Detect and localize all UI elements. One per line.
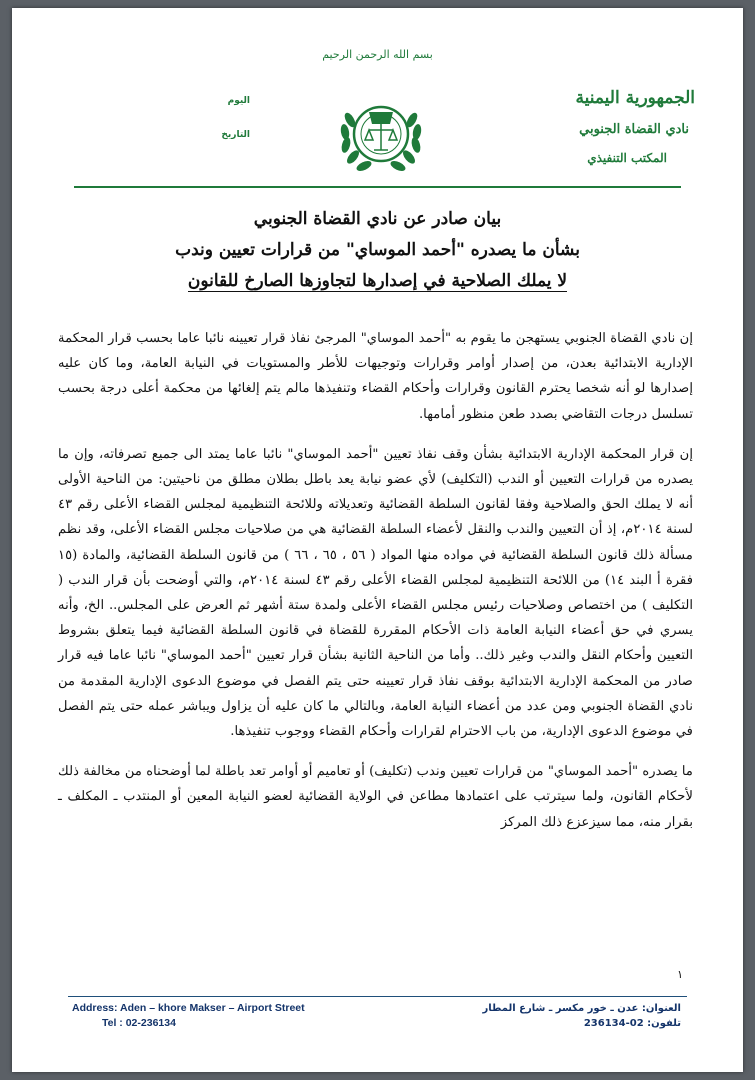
office-name: المكتب التنفيذي <box>587 151 667 165</box>
letterhead-right <box>505 88 695 165</box>
footer-english <box>72 1001 305 1031</box>
footer-divider <box>68 996 687 997</box>
letterhead-left <box>170 96 250 164</box>
date-label: التاريخ <box>221 130 250 140</box>
club-emblem-logo <box>336 90 426 180</box>
title-line-1: بيان صادر عن نادي القضاة الجنوبي <box>253 209 502 229</box>
footer-address-en: Address: Aden – khore Makser – Airport Street <box>72 1002 305 1014</box>
document-page <box>12 8 743 1072</box>
statement-body <box>58 326 693 850</box>
statement-title <box>52 204 703 297</box>
footer-tel-en: Tel : 02-236134 <box>102 1017 176 1029</box>
paragraph-3: ما يصدره "أحمد الموساي" من قرارات تعيين وندب (تكليف) أو تعاميم أو أوامر تعد باطلة لما أوضحناه من مخالفة ذلك لأحكام القانون، ولما سيترتب على اعتمادها مطاعن في الولاية القضائية لعضو النيابة المعين أو المنتدب ـ المكلف ـ بقرار منه، مما سيزعزع ذلك المركز <box>58 764 693 830</box>
republic-name: الجمهورية اليمنية <box>575 88 695 108</box>
title-line-2: بشأن ما يصدره "أحمد الموساي" من قرارات تعيين وندب <box>175 240 580 260</box>
footer-arabic <box>483 1001 681 1031</box>
club-name: نادي القضاة الجنوبي <box>579 122 689 137</box>
page-number: ١ <box>677 968 683 981</box>
title-line-3: لا يملك الصلاحية في إصدارها لتجاوزها الصارخ للقانون <box>187 271 568 291</box>
footer-tel-ar: تلفون: 02-236134 <box>583 1018 681 1029</box>
basmala: بسم الله الرحمن الرحيم <box>322 48 433 61</box>
header-divider <box>74 186 681 188</box>
paragraph-2: إن قرار المحكمة الإدارية الابتدائية بشأن وقف نفاذ تعيين "أحمد الموساي" نائبا عاما يمتد الى جميع تصرفاته، وإن ما يصدره من قرارات التعيين أو الندب (التكليف) لأي عضو نيابة يعد باطل بطلان مطلق من ناحيتين: من الناحية الأولى أنه لا يملك الحق والصلاحية وفقا لقانون السلطة القضائية وتعديلاته وللائحة التنظيمية لمجلس القضاء الأعلى رقم ٤٣ لسنة ٢٠١٤م، إذ أن التعيين والندب والنقل لأعضاء السلطة القضائية هي من صلاحيات مجلس القضاء الأعلى، وقد نظم مسألة ذلك قانون السلطة القضائية في مواده منها المواد ( ٥٦ ، ٦٥ ، ٦٦ ) من قانون السلطة القضائية، والمادة (١٥ فقرة أ البند ١٤) من اللائحة التنظيمية لمجلس القضاء الأعلى رقم ٤٣ لسنة ٢٠١٤م، والتي أوضحت بأن قرار الندب ( التكليف ) من اختصاص وصلاحيات رئيس مجلس القضاء الأعلى ولمدة ستة أشهر ثم العرض على المجلس.. الخ، وأنه يسري في حق أعضاء النيابة العامة ذات الأحكام المقررة للقضاة في قانون السلطة القضائية فيما يتعلق بشروط التعيين وأحكام النقل والندب وغير ذلك.. وأما من الناحية الثانية بشأن قرار تعيين "أحمد الموساي" نائبا عاما فيه قرار صادر من المحكمة الإدارية الابتدائية بوقف نفاذ قرار تعيينه حتى يتم الفصل في موضوع الدعوى الإدارية المقدمة من نادي القضاة الجنوبي ومن عدد من أعضاء النيابة العامة، وبالتالي ما كان عليه أن يزاول ويباشر عمله حتى يتم الفصل في موضوع الدعوى الإدارية، من باب الاحترام لقرارات وأحكام القضاء ووجوب تنفيذها. <box>58 446 694 740</box>
paragraph-1: إن نادي القضاة الجنوبي يستهجن ما يقوم به "أحمد الموساي" المرجئ نفاذ قرار تعيينه نائبا عاما بحسب قرار المحكمة الإدارية الابتدائية بعدن، من إصدار أوامر وقرارات وتوجيهات للأطر والمستويات في النيابة العامة، وما كان عليه إصدارها لو أنه شخصا يحترم القانون وقرارات وأحكام القضاء وتنفيذها مالم يتم إلغائها من محكمة أعلى درجة بحسب تسلسل درجات التقاضي بصدد طعن منظور أمامها. <box>58 331 693 422</box>
day-label: اليوم <box>227 96 250 106</box>
footer-address-ar: العنوان: عدن ـ خور مكسر ـ شارع المطار <box>482 1003 681 1014</box>
